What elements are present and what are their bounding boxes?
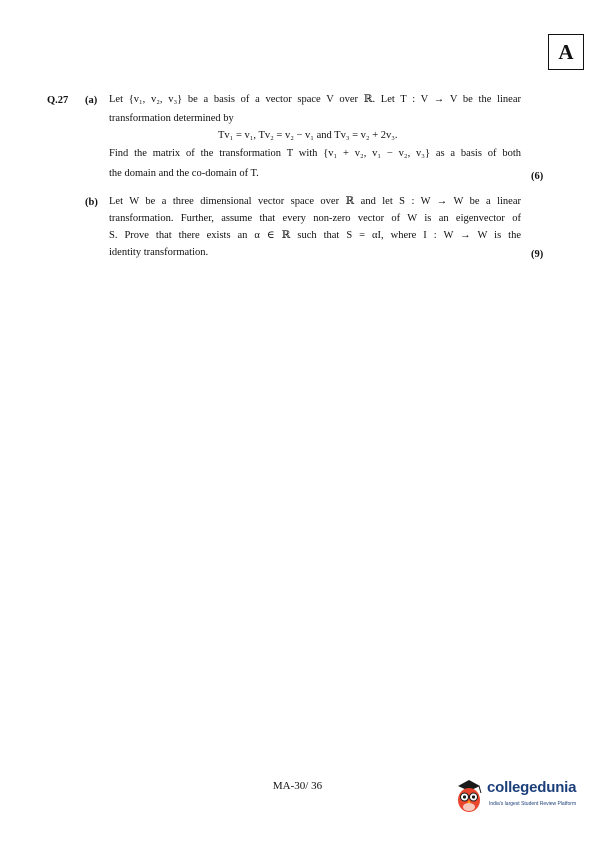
part-a-line-5: the domain and the co-domain of T.: [109, 168, 259, 179]
owl-mascot-icon: [452, 776, 486, 816]
part-a-marks: (6): [531, 171, 544, 182]
booklet-code-box: A: [548, 34, 584, 70]
page-number: MA-30/ 36: [272, 780, 323, 792]
part-b-line-3: S. Prove that there exists an α ∈ ℝ such that S = αI, where I : W → W is the: [109, 230, 521, 241]
part-b-line-4: identity transformation.: [109, 247, 209, 258]
part-a-line-2: transformation determined by: [109, 113, 234, 124]
part-b-line-2: transformation. Further, assume that every non-zero vector of W is an eigenvector of: [109, 213, 521, 224]
part-b-marks: (9): [531, 249, 544, 260]
collegedunia-watermark: [452, 774, 592, 818]
part-a-label: (a): [85, 95, 98, 106]
part-a-line-1: Let {v₁, v₂, v₃} be a basis of a vector space V over ℝ. Let T : V → V be the linear: [109, 94, 521, 105]
part-b-label: (b): [85, 197, 98, 208]
part-b-line-1: Let W be a three dimensional vector space over ℝ and let S : W → W be a linear: [109, 196, 521, 207]
question-number: Q.27: [47, 95, 69, 106]
watermark-brand: collegedunia: [487, 779, 577, 796]
watermark-tagline: India's largest Student Review Platform: [489, 801, 577, 807]
part-a-equation: Tv₁ = v₁, Tv₂ = v₂ − v₁ and Tv₃ = v₂ + 2v₃.: [218, 130, 398, 141]
part-a-line-4: Find the matrix of the transformation T with {v₁ + v₂, v₁ − v₂, v₃} as a basis of both: [109, 148, 521, 159]
